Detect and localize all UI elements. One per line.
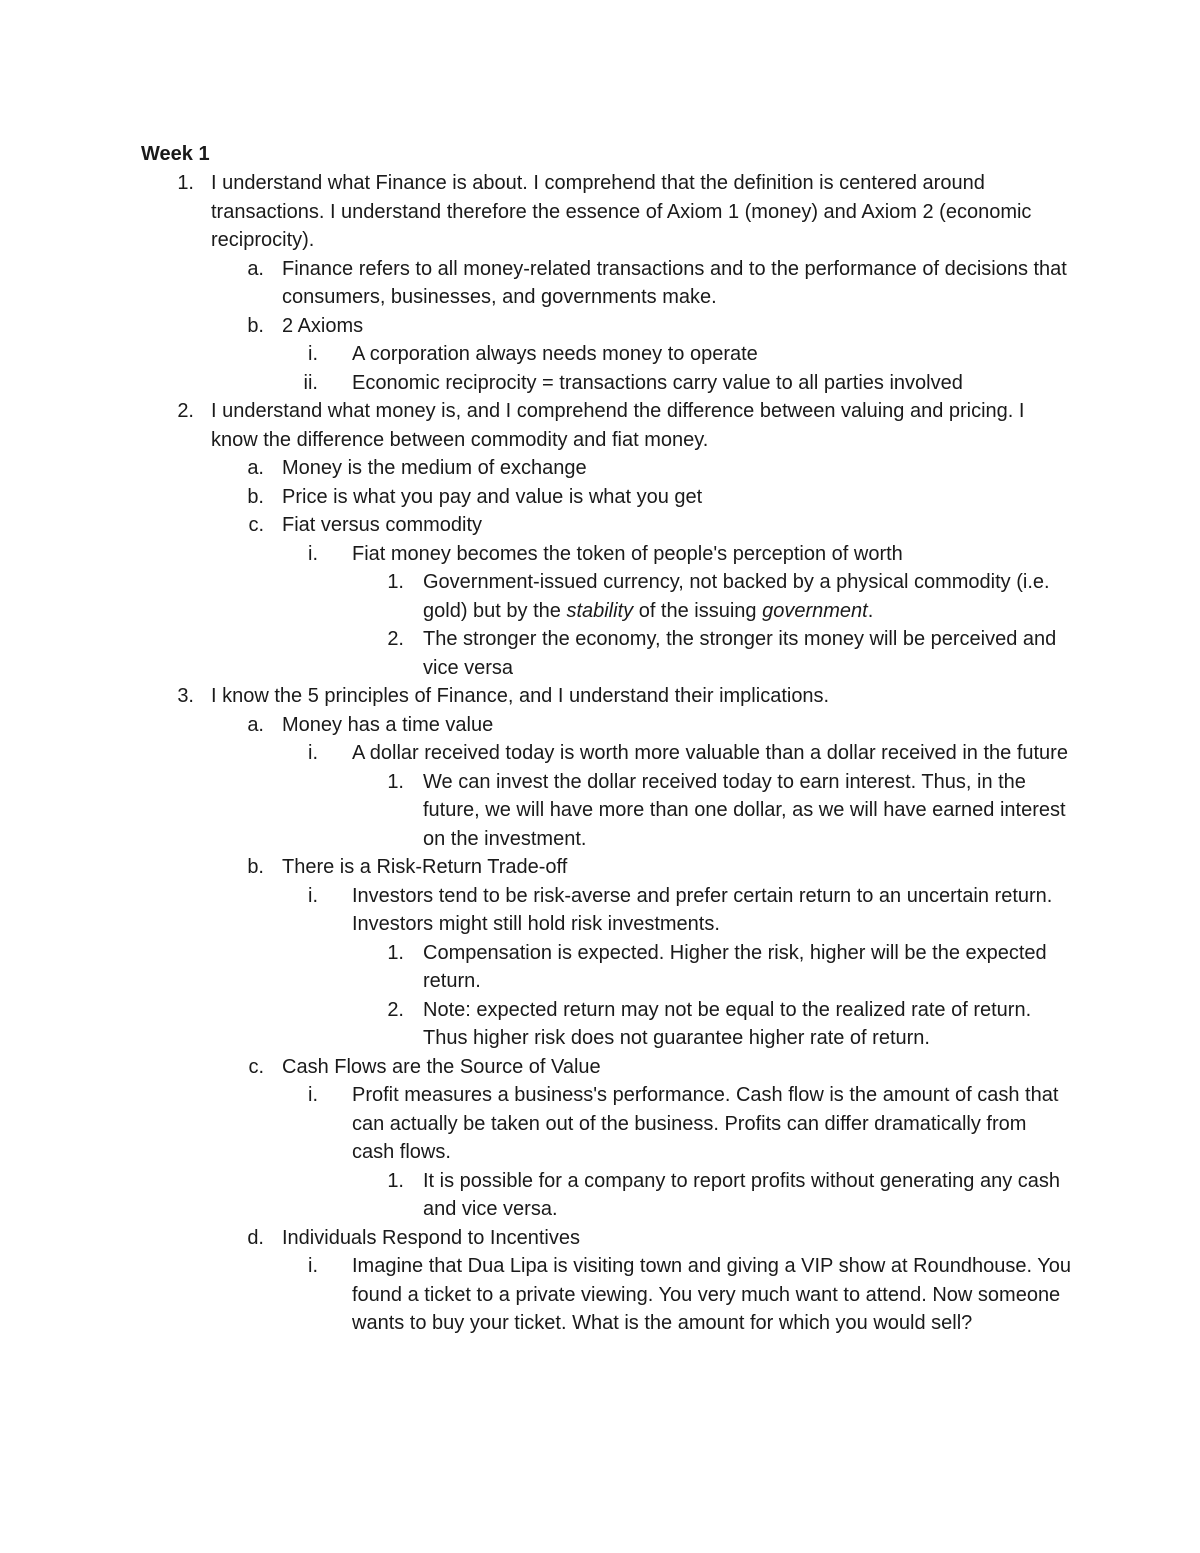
list-marker: i. — [308, 343, 318, 365]
list-item — [0, 255, 1072, 312]
list-item-text: I know the 5 principles of Finance, and I understand their implications. — [211, 685, 830, 707]
list-item — [0, 483, 1072, 512]
emphasized-text: government — [762, 599, 868, 622]
outline-list — [0, 169, 1200, 1338]
list-item — [0, 1252, 1072, 1338]
list-item — [0, 882, 1072, 939]
list-marker: 1. — [177, 172, 194, 194]
list-item — [0, 739, 1072, 768]
list-item — [0, 397, 1071, 454]
list-item — [0, 369, 1072, 398]
list-item-text: Note: expected return may not be equal to the realized rate of return. Thus higher risk does not guarantee higher rate of return. — [423, 998, 1032, 1049]
list-marker: 1. — [387, 941, 404, 964]
list-item-text: Cash Flows are the Source of Value — [282, 1055, 601, 1078]
list-item-text: The stronger the economy, the stronger its money will be perceived and vice versa — [423, 628, 1057, 679]
list-marker: i. — [308, 1084, 318, 1106]
list-item — [0, 540, 1072, 569]
list-marker: 2. — [387, 628, 404, 650]
list-marker: d. — [247, 1226, 264, 1249]
page-heading: Week 1 — [141, 143, 210, 165]
list-item — [0, 169, 1071, 255]
list-marker: a. — [247, 457, 264, 479]
list-marker: c. — [248, 1055, 264, 1078]
list-item-text: We can invest the dollar received today to earn interest. Thus, in the future, we will have more than one dollar, as we will have earned interest on the investment. — [423, 770, 1066, 850]
list-marker: b. — [247, 485, 264, 508]
list-marker: 1. — [387, 1169, 404, 1192]
list-item — [0, 312, 1072, 341]
list-marker: i. — [308, 542, 318, 565]
list-item-text: Investors tend to be risk-averse and prefer certain return to an uncertain return. Investors might still hold risk investments. — [352, 884, 1053, 935]
list-item — [0, 682, 1071, 711]
list-item-text — [423, 568, 1073, 625]
list-marker: a. — [247, 257, 264, 280]
list-item — [0, 939, 1073, 996]
list-item-text: Money is the medium of exchange — [282, 457, 587, 479]
list-item — [0, 454, 1072, 483]
list-marker: a. — [247, 713, 264, 736]
list-marker: 1. — [387, 770, 404, 793]
list-item-text: It is possible for a company to report profits without generating any cash and vice versa. — [423, 1169, 1061, 1220]
list-item-text: 2 Axioms — [282, 314, 364, 337]
list-marker: i. — [308, 884, 318, 907]
list-item-text: A dollar received today is worth more valuable than a dollar received in the future — [352, 742, 1068, 764]
list-item-text: Fiat versus commodity — [282, 514, 483, 536]
list-item-text: A corporation always needs money to operate — [352, 343, 758, 365]
list-item — [0, 511, 1072, 540]
emphasized-text: stability — [566, 599, 634, 622]
list-marker: b. — [247, 856, 264, 878]
list-item — [0, 768, 1073, 854]
list-item-text: Individuals Respond to Incentives — [282, 1226, 580, 1249]
list-item-text: Money has a time value — [282, 713, 494, 736]
list-item-text: I understand what money is, and I comprehend the difference between valuing and pricing. I know the difference between commodity and fiat money. — [211, 400, 1025, 451]
list-marker: i. — [308, 1255, 318, 1277]
list-item-text: There is a Risk-Return Trade-off — [282, 856, 568, 878]
list-item — [0, 853, 1072, 882]
list-item — [0, 1224, 1072, 1253]
list-marker: 2. — [387, 998, 404, 1021]
list-item — [0, 1167, 1073, 1224]
list-marker: i. — [308, 742, 318, 764]
list-item-text: Fiat money becomes the token of people's perception of worth — [352, 542, 903, 565]
list-item — [0, 996, 1073, 1053]
list-marker: ii. — [303, 371, 318, 394]
list-item — [0, 568, 1073, 625]
list-marker: 3. — [177, 685, 194, 707]
text-run: . — [867, 599, 874, 622]
text-run: of the issuing — [633, 599, 763, 622]
list-item — [0, 1053, 1072, 1082]
list-item-text: Compensation is expected. Higher the risk, higher will be the expected return. — [423, 941, 1047, 992]
list-item-text: Finance refers to all money-related transactions and to the performance of decisions that consumers, businesses, and governments make. — [282, 257, 1067, 308]
list-item — [0, 340, 1072, 369]
list-marker: 2. — [177, 400, 194, 422]
list-item-text: Imagine that Dua Lipa is visiting town and giving a VIP show at Roundhouse. You found a ticket to a private viewing. You very much want to attend. Now someone wants to buy your ticket. What is the amount for which you would sell? — [352, 1255, 1071, 1334]
list-item — [0, 1081, 1072, 1167]
list-item — [0, 625, 1073, 682]
list-item-text: Price is what you pay and value is what you get — [282, 485, 703, 508]
list-item — [0, 711, 1072, 740]
text-run: Government-issued currency, not backed by a physical commodity (i.e. gold) but by the — [423, 571, 1050, 622]
list-item-text: Profit measures a business's performance. Cash flow is the amount of cash that can actually be taken out of the business. Profits can differ dramatically from cash flows. — [352, 1084, 1059, 1163]
list-marker: c. — [248, 514, 264, 536]
list-marker: 1. — [387, 571, 404, 593]
list-item-text: I understand what Finance is about. I comprehend that the definition is centered around transactions. I understand therefore the essence of Axiom 1 (money) and Axiom 2 (economic reciprocity). — [211, 172, 1032, 251]
list-item-text: Economic reciprocity = transactions carry value to all parties involved — [352, 371, 963, 394]
list-marker: b. — [247, 314, 264, 337]
